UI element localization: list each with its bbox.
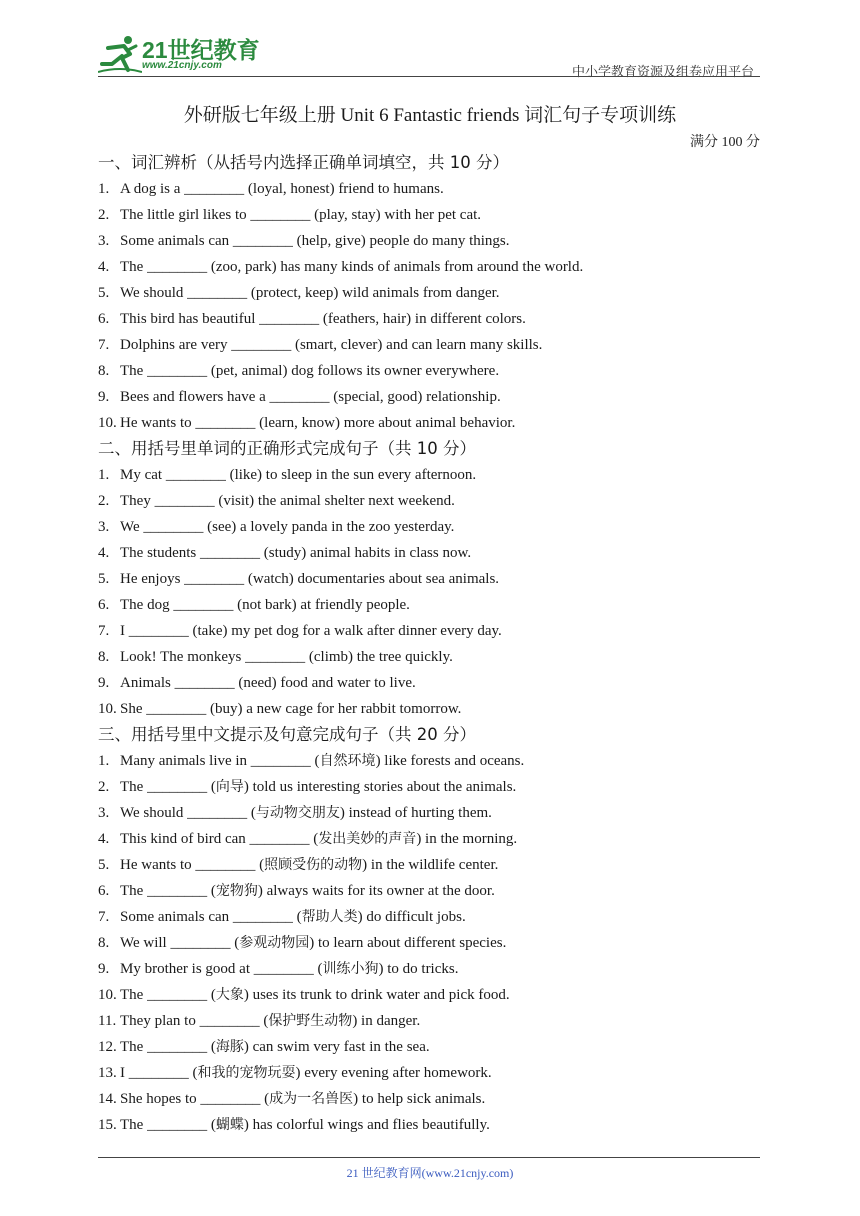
question-number: 13. — [98, 1065, 117, 1081]
question-text: ) to do tricks. — [378, 961, 459, 977]
question-text: We should ________ ( — [120, 805, 256, 821]
question-text: The students ________ (study) animal habits in class now. — [120, 545, 472, 561]
question-item — [98, 800, 760, 826]
question-text: The ________ (zoo, park) has many kinds of animals from around the world. — [120, 259, 584, 275]
chinese-hint: 蝴蝶 — [215, 1117, 244, 1133]
question-item — [98, 618, 760, 644]
question-text: My cat ________ (like) to sleep in the sun every afternoon. — [120, 467, 477, 483]
question-item — [98, 1008, 760, 1034]
chinese-hint: 海豚 — [215, 1039, 244, 1055]
question-item — [98, 1086, 760, 1112]
question-text: Some animals can ________ (help, give) people do many things. — [120, 233, 510, 249]
question-text: Animals ________ (need) food and water to live. — [120, 675, 416, 691]
question-text: He wants to ________ (learn, know) more about animal behavior. — [120, 415, 516, 431]
question-text: Look! The monkeys ________ (climb) the tree quickly. — [120, 649, 453, 665]
question-text: Bees and flowers have a ________ (special, good) relationship. — [120, 389, 501, 405]
question-number: 5. — [98, 857, 110, 873]
question-item — [98, 306, 760, 332]
question-number: 4. — [98, 831, 110, 847]
question-number: 10. — [98, 415, 117, 431]
question-item — [98, 228, 760, 254]
question-text: The ________ ( — [120, 1039, 216, 1055]
total-score: 满分 100 分 — [690, 135, 760, 150]
question-text: She hopes to ________ ( — [120, 1091, 270, 1107]
question-number: 6. — [98, 597, 110, 613]
question-text: Many animals live in ________ ( — [120, 753, 320, 769]
question-item — [98, 384, 760, 410]
question-item — [98, 826, 760, 852]
runner-logo-icon — [98, 34, 142, 74]
question-number: 1. — [98, 181, 110, 197]
question-text: ) in the morning. — [416, 831, 518, 847]
question-text: He enjoys ________ (watch) documentaries about sea animals. — [120, 571, 500, 587]
question-number: 14. — [98, 1091, 117, 1107]
page-title: 外研版七年级上册 Unit 6 Fantastic friends 词汇句子专项训练 — [183, 105, 677, 126]
question-item — [98, 566, 760, 592]
question-number: 6. — [98, 311, 110, 327]
question-text: This bird has beautiful ________ (feathers, hair) in different colors. — [120, 311, 526, 327]
logo — [98, 30, 268, 76]
question-text: The dog ________ (not bark) at friendly people. — [120, 597, 410, 613]
question-number: 2. — [98, 207, 110, 223]
question-item — [98, 748, 760, 774]
chinese-hint: 照顾受伤的动物 — [264, 857, 363, 873]
question-number: 10. — [98, 987, 117, 1003]
exercise-content — [98, 150, 760, 1138]
question-item — [98, 254, 760, 280]
question-number: 9. — [98, 389, 110, 405]
question-item — [98, 332, 760, 358]
question-item — [98, 696, 760, 722]
question-number: 3. — [98, 519, 110, 535]
question-text: ) in the wildlife center. — [362, 857, 499, 873]
question-text: ) do difficult jobs. — [357, 909, 466, 925]
section-title: 一、词汇辨析（从括号内选择正确单词填空，共 10 分） — [98, 153, 509, 172]
question-text: They ________ (visit) the animal shelter next weekend. — [120, 493, 455, 509]
question-number: 15. — [98, 1117, 117, 1133]
question-text: ) every evening after homework. — [295, 1065, 492, 1081]
footer-divider — [98, 1157, 760, 1158]
question-text: This kind of bird can ________ ( — [120, 831, 319, 847]
question-text: The ________ ( — [120, 779, 216, 795]
question-text: We should ________ (protect, keep) wild animals from danger. — [120, 285, 500, 301]
question-text: ) can swim very fast in the sea. — [243, 1039, 430, 1055]
chinese-hint: 与动物交朋友 — [255, 805, 340, 821]
platform-name: 中小学教育资源及组卷应用平台 — [571, 65, 754, 80]
question-number: 10. — [98, 701, 117, 717]
question-item — [98, 462, 760, 488]
question-text: A dog is a ________ (loyal, honest) friend to humans. — [120, 181, 444, 197]
question-number: 12. — [98, 1039, 117, 1055]
question-number: 5. — [98, 571, 110, 587]
question-number: 4. — [98, 545, 110, 561]
question-text: ) always waits for its owner at the door. — [257, 883, 495, 899]
logo-url: www.21cnjy.com — [142, 60, 222, 71]
question-text: Some animals can ________ ( — [120, 909, 302, 925]
chinese-hint: 参观动物园 — [239, 935, 310, 951]
question-item — [98, 852, 760, 878]
question-text: ) to learn about different species. — [309, 935, 507, 951]
question-text: The little girl likes to ________ (play, stay) with her pet cat. — [120, 207, 482, 223]
question-item — [98, 1034, 760, 1060]
question-item — [98, 878, 760, 904]
question-item — [98, 670, 760, 696]
logo-text: 21世纪教育 — [142, 37, 260, 63]
question-text: The ________ ( — [120, 1117, 216, 1133]
page-header — [98, 30, 760, 78]
question-item — [98, 540, 760, 566]
question-text: The ________ ( — [120, 987, 216, 1003]
chinese-hint: 宠物狗 — [215, 883, 258, 899]
footer-source: 21 世纪教育网(www.21cnjy.com) — [346, 1166, 514, 1180]
chinese-hint: 帮助人类 — [301, 909, 358, 925]
question-item — [98, 956, 760, 982]
question-text: ) told us interesting stories about the animals. — [243, 779, 517, 795]
question-item — [98, 488, 760, 514]
chinese-hint: 保护野生动物 — [268, 1013, 353, 1029]
question-item — [98, 280, 760, 306]
question-number: 7. — [98, 623, 110, 639]
question-item — [98, 202, 760, 228]
question-number: 2. — [98, 779, 110, 795]
question-text: They plan to ________ ( — [120, 1013, 269, 1029]
question-number: 11. — [98, 1013, 117, 1029]
chinese-hint: 成为一名兽医 — [269, 1091, 354, 1107]
question-text: He wants to ________ ( — [120, 857, 265, 873]
question-text: I ________ (take) my pet dog for a walk after dinner every day. — [120, 623, 502, 639]
question-text: The ________ ( — [120, 883, 216, 899]
chinese-hint: 和我的宠物玩耍 — [197, 1065, 296, 1081]
question-text: My brother is good at ________ ( — [120, 961, 323, 977]
question-item — [98, 592, 760, 618]
question-number: 8. — [98, 935, 110, 951]
question-number: 7. — [98, 337, 110, 353]
header-divider — [98, 76, 760, 77]
question-number: 3. — [98, 805, 110, 821]
question-text: I ________ ( — [120, 1065, 198, 1081]
section-title: 三、用括号里中文提示及句意完成句子（共 20 分） — [98, 725, 476, 744]
question-number: 9. — [98, 675, 110, 691]
chinese-hint: 发出美妙的声音 — [318, 831, 417, 847]
question-number: 3. — [98, 233, 110, 249]
question-item — [98, 1060, 760, 1086]
question-number: 7. — [98, 909, 110, 925]
question-number: 1. — [98, 753, 110, 769]
question-text: ) uses its trunk to drink water and pick food. — [243, 987, 510, 1003]
question-item — [98, 982, 760, 1008]
question-text: She ________ (buy) a new cage for her rabbit tomorrow. — [120, 701, 462, 717]
question-item — [98, 1112, 760, 1138]
question-text: ) in danger. — [352, 1013, 421, 1029]
question-item — [98, 358, 760, 384]
question-item — [98, 514, 760, 540]
question-number: 4. — [98, 259, 110, 275]
question-text: ) has colorful wings and flies beautifully. — [243, 1117, 490, 1133]
question-text: The ________ (pet, animal) dog follows its owner everywhere. — [120, 363, 500, 379]
chinese-hint: 大象 — [215, 987, 244, 1003]
chinese-hint: 向导 — [215, 779, 244, 795]
question-text: ) to help sick animals. — [353, 1091, 486, 1107]
question-item — [98, 774, 760, 800]
question-number: 5. — [98, 285, 110, 301]
question-number: 8. — [98, 363, 110, 379]
question-item — [98, 930, 760, 956]
section-title: 二、用括号里单词的正确形式完成句子（共 10 分） — [98, 439, 476, 458]
question-text: ) instead of hurting them. — [339, 805, 492, 821]
chinese-hint: 训练小狗 — [322, 961, 379, 977]
question-text: We ________ (see) a lovely panda in the zoo yesterday. — [120, 519, 455, 535]
question-number: 1. — [98, 467, 110, 483]
question-number: 2. — [98, 493, 110, 509]
question-item — [98, 904, 760, 930]
question-number: 8. — [98, 649, 110, 665]
question-number: 9. — [98, 961, 110, 977]
question-item — [98, 644, 760, 670]
question-text: Dolphins are very ________ (smart, clever) and can learn many skills. — [120, 337, 543, 353]
question-text: ) like forests and oceans. — [375, 753, 525, 769]
question-item — [98, 176, 760, 202]
chinese-hint: 自然环境 — [319, 753, 376, 769]
question-item — [98, 410, 760, 436]
question-number: 6. — [98, 883, 110, 899]
question-text: We will ________ ( — [120, 935, 240, 951]
